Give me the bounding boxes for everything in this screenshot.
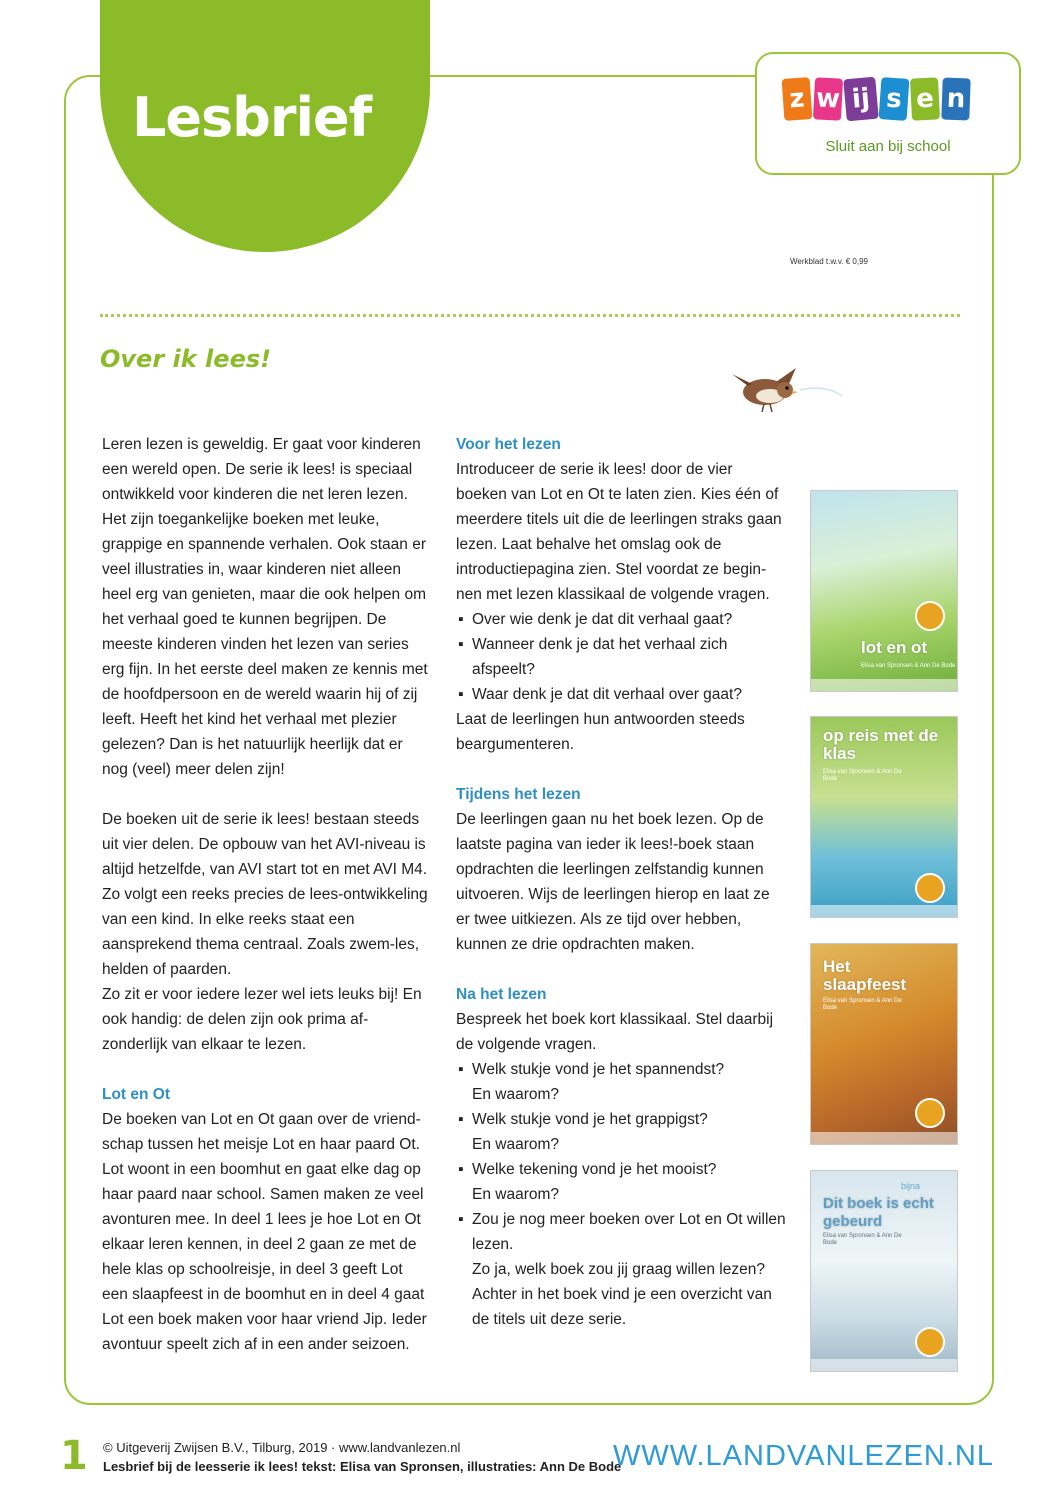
- logo-letter: z: [782, 77, 813, 121]
- credits: Lesbrief bij de leesserie ik lees! tekst: Elisa van Spronsen, illustraties: Ann De Bode: [103, 1459, 622, 1474]
- book-authors: Elisa van Spronsen & Ann De Bode: [823, 769, 902, 782]
- avi-badge-icon: [915, 1327, 945, 1357]
- footer-text: [103, 1438, 621, 1476]
- voor-closing: Laat de leerlingen hun antwoorden steeds beargumenteren.: [456, 711, 745, 753]
- list-item: ▪ Welk stukje vond je het grappigst? En waarom?: [456, 1107, 786, 1157]
- tijdens-paragraph: De leerlingen gaan nu het boek lezen. Op de laatste pagina van ieder ik lees!-boek staan opdrachten die leerlingen zelfstandig kunnen uitvoeren. Wijs de leerlingen hierop en laat ze er twee uitkiezen. Als ze tijd over hebben, kunnen ze drie opdrachten maken.: [456, 811, 770, 953]
- na-questions: [456, 1057, 786, 1332]
- voor-questions: [456, 607, 786, 707]
- na-paragraph: Bespreek het boek kort klassikaal. Stel daarbij de volgende vragen.: [456, 1011, 774, 1053]
- column-right: [456, 432, 786, 1332]
- book-title: lot en ot: [861, 638, 928, 657]
- logo-letter: n: [941, 78, 970, 121]
- page-number: 1: [60, 1433, 88, 1479]
- dotted-divider: [100, 314, 960, 317]
- book-title: op reis met de klas: [823, 726, 939, 763]
- book-authors: Elisa van Spronsen & Ann De Bode: [861, 663, 956, 669]
- logo-letter: w: [813, 77, 843, 120]
- list-item: ▪ Welke tekening vond je het mooist? En waarom?: [456, 1157, 786, 1207]
- avi-badge-icon: [915, 873, 945, 903]
- logo-tagline: Sluit aan bij school: [825, 138, 951, 155]
- list-item: ▪ Welk stukje vond je het spannendst? En waarom?: [456, 1057, 786, 1107]
- publisher-bar: [811, 679, 957, 691]
- publisher-bar: [811, 1132, 957, 1144]
- book-authors: Elisa van Spronsen & Ann De Bode: [823, 1233, 902, 1246]
- section-title: Over ik lees!: [100, 345, 272, 373]
- heading-tijdens-het-lezen: Tijdens het lezen: [456, 786, 581, 803]
- website-link[interactable]: WWW.LANDVANLEZEN.NL: [612, 1440, 994, 1472]
- column-left: [102, 432, 432, 1357]
- logo-letter: s: [879, 77, 910, 121]
- avi-badge-icon: [915, 601, 945, 631]
- book-authors: Elisa van Spronsen & Ann De Bode: [823, 998, 902, 1011]
- book-cover-lot-en-ot: [810, 490, 958, 692]
- intro-paragraph: Leren lezen is geweldig. Er gaat voor kinderen een wereld open. De serie ik lees! is speciaal ontwikkeld voor kinderen die net leren lezen. Het zijn toegankelijke boeken met leuke, grappige en spannende verhalen. Ook staan er veel illustraties in, waar kinderen niet alleen heel erg van genieten, maar die ook helpen om het verhaal goed te kunnen begrijpen. De meeste kinderen vinden het lezen van series erg fijn. In het eerste deel maken ze kennis met de hoofdpersoon en de wereld waarin hij of zij leeft. Heeft het kind het verhaal met plezier gelezen? Dan is het natuurlijk heerlijk dat er nog (veel) meer delen zijn!: [102, 436, 428, 778]
- book-title: Dit boek is echt gebeurd: [823, 1195, 934, 1230]
- list-item: ▪ Wanneer denk je dat het verhaal zich afspeelt?: [456, 632, 786, 682]
- heading-voor-het-lezen: Voor het lezen: [456, 436, 561, 453]
- heading-lot-en-ot: Lot en Ot: [102, 1086, 171, 1103]
- list-item: ▪ Waar denk je dat dit verhaal over gaat?: [456, 682, 786, 707]
- page-title-tab: Lesbrief: [132, 86, 372, 149]
- zwijsen-logo: [755, 52, 1021, 175]
- lot-en-ot-paragraph: De boeken van Lot en Ot gaan over de vriend-schap tussen het meisje Lot en haar paard Ot. Lot woont in een boomhut en gaat elke dag op haar paard naar school. Samen maken ze veel avonturen mee. In deel 1 lees je hoe Lot en Ot elkaar leren kennen, in deel 2 gaan ze met de hele klas op schoolreisje, in deel 3 geeft Lot een slaapfeest in de boomhut en in deel 4 gaat Lot een boek maken voor haar vriend Jip. Ieder avontuur speelt zich af in een ander seizoen.: [102, 1111, 427, 1353]
- logo-letter: ij: [843, 77, 879, 122]
- price-note: Werkblad t.w.v. € 0,99: [790, 257, 868, 266]
- book-title-extra: bijna: [901, 1181, 921, 1191]
- avi-badge-icon: [915, 1098, 945, 1128]
- heading-na-het-lezen: Na het lezen: [456, 986, 547, 1003]
- logo-tiles: [783, 78, 970, 120]
- book-cover-op-reis: [810, 716, 958, 918]
- voor-paragraph: Introduceer de serie ik lees! door de vier boeken van Lot en Ot te laten zien. Kies één of meerdere titels uit die de leerlingen straks gaan lezen. Laat behalve het omslag ook de introductiepagina zien. Stel voordat ze begin-nen met lezen klassikaal de volgende vragen.: [456, 461, 782, 603]
- list-item: ▪ Over wie denk je dat dit verhaal gaat?: [456, 607, 786, 632]
- list-item: ▪ Zou je nog meer boeken over Lot en Ot willen lezen. Zo ja, welk boek zou jij graag willen lezen? Achter in het boek vind je een overzicht van de titels uit deze serie.: [456, 1207, 786, 1332]
- book-cover-het-slaapfeest: [810, 943, 958, 1145]
- book-cover-dit-boek: [810, 1170, 958, 1372]
- book-title: Het slaapfeest: [823, 957, 907, 994]
- publisher-bar: [811, 905, 957, 917]
- publisher-bar: [811, 1359, 957, 1371]
- copyright: © Uitgeverij Zwijsen B.V., Tilburg, 2019 · www.landvanlezen.nl: [103, 1440, 461, 1455]
- bird-illustration-icon: [730, 360, 850, 420]
- series-paragraph-2: Zo zit er voor iedere lezer wel iets leuks bij! En ook handig: de delen zijn ook prima af-zonderlijk van elkaar te lezen.: [102, 986, 422, 1053]
- series-paragraph: De boeken uit de serie ik lees! bestaan steeds uit vier delen. De opbouw van het AVI-niveau is altijd hetzelfde, van AVI start tot en met AVI M4. Zo volgt een reeks precies de lees-ontwikkeling van een kind. In elke reeks staat een aansprekend thema centraal. Zoals zwem-les, helden of paarden.: [102, 811, 428, 978]
- logo-letter: e: [910, 77, 940, 120]
